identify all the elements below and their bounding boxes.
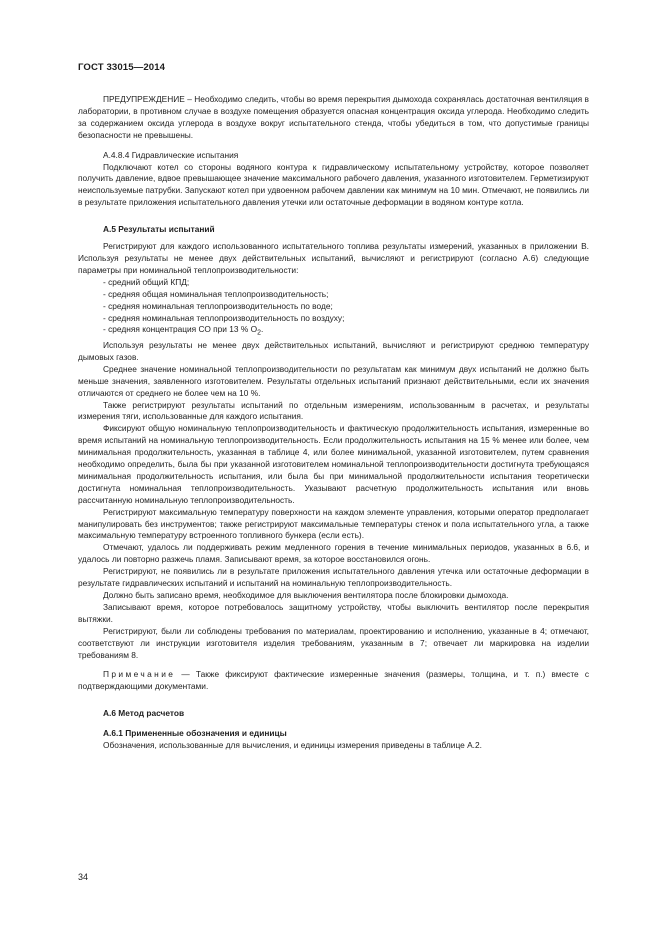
note-paragraph [78,669,589,693]
list-item: - средняя общая номинальная теплопроизводительность; [103,288,329,299]
co-item-end: . [260,324,264,335]
a5-paragraph-8: Должно быть записано время, необходимое для выключения вентилятора после блокировки дымохода. [103,590,509,600]
warning-paragraph: ПРЕДУПРЕЖДЕНИЕ – Необходимо следить, чтобы во время перекрытия дымохода сохранялась достаточная вентиляция в лаборатории, в противном случае в воздухе помещения образуется опасная концентрация оксида углерода. Необходимо следить за содержанием оксида углерода в воздухе вокруг испытательного стенда, чтобы убедиться в том, что допустимые границы безопасности не превышены. [78,94,589,140]
section-a61-text: Обозначения, использованные для вычисления, и единицы измерения приведены в таблице А.2. [103,740,482,751]
a5-paragraph-9: Записывают время, которое потребовалось защитному устройству, чтобы выключить вентилятор после перекрытия вытяжки. [78,601,589,624]
co-item-text: - средняя концентрация СО при 13 % О [103,324,258,335]
a5-paragraph-10: Регистрируют, были ли соблюдены требования по материалам, проектированию и исполнению, указанные в 4; отмечают, соответствуют ли инструкции изготовителя изделия требованиям, указанным в 7; отвечает ли маркировка на изделии требованиям 8. [78,625,589,660]
a5-paragraph-3: Также регистрируют результаты испытаний по отдельным измерениям, использованным в расчетах, и результаты измерения тяги, использованные для каждого испытания. [78,399,589,422]
a5-paragraph-7: Регистрируют, не появились ли в результате приложения испытательного давления утечка или остаточные деформации в результате гидравлических испытаний и испытаний на номинальную теплопроизводительность. [78,566,589,589]
page-header-title: ГОСТ 33015—2014 [78,62,166,73]
section-a5-intro: Регистрируют для каждого использованного испытательного топлива результаты измерений, указанных в приложении В. Используя результаты не менее двух действительных испытаний, вычисляют и регистрируют (согласно А.6) следующие параметры при номинальной теплопроизводительности: [78,241,589,275]
parameters-list [78,277,589,340]
a5-paragraph-4: Фиксируют общую номинальную теплопроизводительность и фактическую продолжительность испытания, измеренные во время испытаний на номинальную теплопроизводительность. Если продолжительность испытания на 15 % менее или более, чем минимальная продолжительность, указанная в таблице 4, или более минимальной, указанной изготовителем, путем сравнения необходимо определить, была бы при указанной изготовителем номинальной теплопроизводительности достигнута требующаяся минимальная продолжительность испытания, или была бы при минимальной продолжительности испытания теоретически достигнута номинальная теплопроизводительность. Указывают расчетную продолжительность испытания или вновь рассчитанную номинальную теплопроизводительность. [78,423,589,505]
a5-paragraph-2: Среднее значение номинальной теплопроизводительности по результатам как минимум двух испытаний не должно быть меньше значения, заявленного изготовителем. Результаты отдельных испытаний признают действительными, если их значения отличаются от среднего не более чем на 10 %. [78,363,589,398]
section-a6-title: А.6 Метод расчетов [103,708,185,719]
section-a484-text: Подключают котел со стороны водяного контура к гидравлическому испытательному устройству, которое позволяет получить давление, вдвое превышающее значение максимального рабочего давления, указанного изготовителем. Герметизируют неиспользуемые патрубки. Запускают котел при удвоенном рабочем давлении как минимум на 10 мин. Отмечают, не появились ли в результате приложения испытательного давления утечки или остаточные деформации в водяном контуре котла. [78,161,589,208]
note-text: — Также фиксируют фактические измеренные значения (размеры, толщина, и т. п.) вместе с подтверждающими документами. [78,669,589,692]
page-number: 34 [78,872,89,882]
section-a484-title: А.4.8.4 Гидравлические испытания [103,149,239,160]
co-subscript: 2 [257,330,261,338]
page-content [78,94,589,752]
a5-paragraph-5: Регистрируют максимальную температуру поверхности на каждом элементе управления, которыми оператор предполагает манипулировать без инструментов; также регистрируют максимальные температуры стенок и пола испытательного угла, а также максимальную температуру встроенного топливного бункера (если есть). [78,506,589,541]
note-label: Примечание [103,669,176,680]
list-item: - средний общий КПД; [103,276,190,287]
section-a5-title: А.5 Результаты испытаний [103,224,215,235]
list-item-co [103,324,589,340]
a5-paragraph-6: Отмечают, удалось ли поддерживать режим медленного горения в течение минимальных периодов, указанных в 6.6, и удалось ли повторно разжечь пламя. Записывают время, за которое восстановился огонь. [78,542,589,565]
section-a61-title: А.6.1 Примененные обозначения и единицы [103,728,287,739]
a5-paragraph-1: Используя результаты не менее двух действительных испытаний, вычисляют и регистрируют среднюю температуру дымовых газов. [78,339,589,362]
list-item: - средняя номинальная теплопроизводительность по воздуху; [103,312,345,323]
list-item: - средняя номинальная теплопроизводительность по воде; [103,300,333,311]
